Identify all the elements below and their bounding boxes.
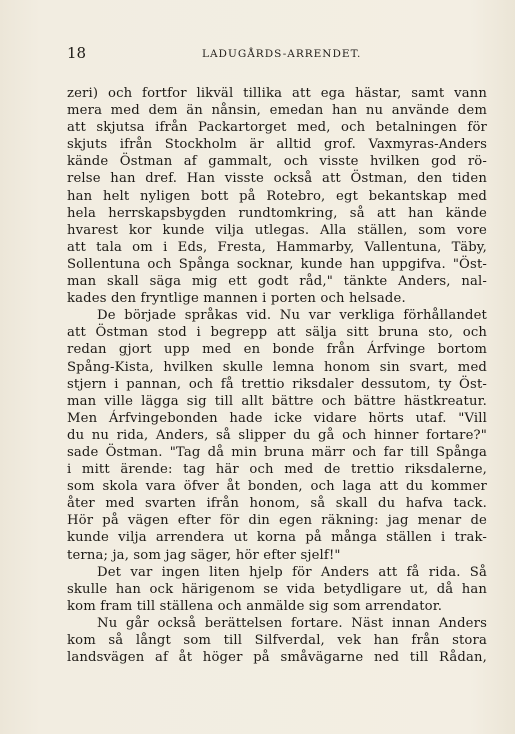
text-line: att Östman stod i begrepp att sälja sitt bruna sto, och xyxy=(67,325,487,341)
text-line: mera med dem än nånsin, emedan han nu använde dem xyxy=(67,103,487,119)
page-number: 18 xyxy=(67,44,87,62)
text-line: hela herrskapsbygden rundtomkring, så att han kände xyxy=(67,205,487,221)
text-line: relse han dref. Han visste också att Östman, den tiden xyxy=(67,171,487,187)
text-line: att tala om i Eds, Fresta, Hammarby, Vallentuna, Täby, xyxy=(67,239,487,255)
text-line: hvarest kor kunde vilja utlegas. Alla ställen, som vore xyxy=(67,222,487,238)
text-line: åter med svarten ifrån honom, så skall du hafva tack. xyxy=(67,496,487,512)
text-line: skjuts ifrån Stockholm är alltid grof. Vaxmyras-Anders xyxy=(67,137,487,153)
text-line: landsvägen af åt höger på småvägarne ned till Rådan, xyxy=(67,650,487,666)
text-line: stjern i pannan, och få trettio riksdaler dessutom, ty Öst- xyxy=(67,376,487,392)
text-line: Men Árfvingebonden hade icke vidare hörts utaf. "Vill xyxy=(67,410,487,426)
text-line: som skola vara öfver åt bonden, och laga att du kommer xyxy=(67,479,487,495)
text-line: Spång-Kista, hvilken skulle lemna honom sin svart, med xyxy=(67,359,487,375)
text-line: Det var ingen liten hjelp för Anders att få rida. Så xyxy=(97,564,487,580)
text-line: han helt nyligen bott på Rotebro, egt bekantskap med xyxy=(67,188,487,204)
text-line: du nu rida, Anders, så slipper du gå och hinner fortare?" xyxy=(67,427,487,443)
text-line: att skjutsa ifrån Packartorget med, och betalningen för xyxy=(67,120,487,136)
page-header xyxy=(63,44,487,62)
text-line: kunde vilja arrendera ut korna på många ställen i trak- xyxy=(67,530,487,546)
text-line: Hör på vägen efter för din egen räkning: jag menar de xyxy=(67,513,487,529)
text-line: Nu går också berättelsen fortare. Näst innan Anders xyxy=(97,615,487,631)
text-line: terna; ja, som jag säger, hör efter sjelf!" xyxy=(67,547,341,563)
text-line: skulle han ock härigenom se vida betydligare ut, då han xyxy=(67,581,487,597)
text-line: zeri) och fortfor likväl tillika att ega hästar, samt vann xyxy=(67,86,487,101)
text-line: man skall säga mig ett godt råd," tänkte Anders, nal- xyxy=(67,274,487,290)
text-line: kom fram till ställena och anmälde sig som arrendator. xyxy=(67,598,443,614)
text-line: i mitt ärende: tag här och med de trettio riksdalerne, xyxy=(67,462,487,478)
text-line: man ville lägga sig till allt bättre och bättre hästkreatur. xyxy=(67,393,487,409)
text-line: sade Östman. "Tag då min bruna märr och far till Spånga xyxy=(67,444,487,460)
text-line: Sollentuna och Spånga socknar, kunde han uppgifva. "Öst- xyxy=(67,256,487,272)
text-line: kom så långt som till Silfverdal, vek han från stora xyxy=(67,633,487,648)
text-line: kände Östman af gammalt, och visste hvilken god rö- xyxy=(67,154,487,170)
text-line: redan gjort upp med en bonde från Árfvinge bortom xyxy=(67,342,487,358)
text-line: kades den fryntlige mannen i porten och helsade. xyxy=(67,291,406,307)
text-line: De började språkas vid. Nu var verkliga förhållandet xyxy=(97,308,487,324)
body-text xyxy=(67,85,487,666)
running-title: LADUGÅRDS-ARRENDET. xyxy=(202,48,362,60)
